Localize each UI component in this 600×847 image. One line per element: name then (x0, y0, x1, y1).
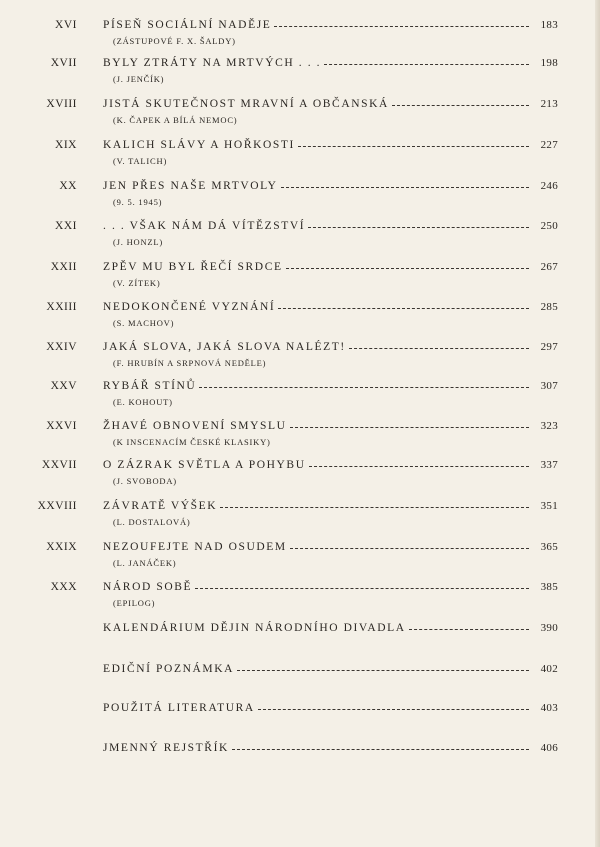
page-number: 267 (540, 261, 558, 273)
page-number: 390 (540, 622, 558, 634)
entry-title-line (103, 56, 558, 70)
chapter-number: XXVI (46, 420, 77, 432)
dash-leader (324, 64, 528, 65)
dash-leader (309, 466, 529, 467)
chapter-title: NEZOUFEJTE NAD OSUDEM (103, 541, 287, 553)
chapter-number: XXII (50, 261, 77, 273)
chapter-number: XXIII (46, 301, 77, 313)
chapter-number: XVII (50, 57, 77, 69)
toc-entry (0, 219, 600, 255)
page-number: 297 (540, 341, 558, 353)
page-number: 365 (540, 541, 558, 553)
toc-entry (0, 379, 600, 415)
toc-entry (0, 18, 600, 54)
page-number: 213 (540, 98, 558, 110)
chapter-number: XVIII (46, 98, 77, 110)
page-number: 198 (540, 57, 558, 69)
dash-leader (290, 548, 529, 549)
entry-title-line (103, 179, 558, 193)
dash-leader (409, 629, 529, 630)
dash-leader (278, 308, 528, 309)
page-number: 227 (540, 139, 558, 151)
toc-entry (0, 662, 600, 698)
chapter-title: RYBÁŘ STÍNŮ (103, 380, 197, 392)
entry-title-line (103, 499, 558, 513)
entry-title-line (103, 260, 558, 274)
chapter-title: O ZÁZRAK SVĚTLA A POHYBU (103, 459, 306, 471)
dash-leader (349, 348, 529, 349)
page-number: 323 (540, 420, 558, 432)
entry-title-line (103, 662, 558, 676)
dash-leader (290, 427, 529, 428)
toc-entry (0, 580, 600, 616)
chapter-title: PÍSEŇ SOCIÁLNÍ NADĚJE (103, 19, 272, 31)
entry-title-line (103, 621, 558, 635)
page-number: 351 (540, 500, 558, 512)
entry-title-line (103, 701, 558, 715)
entry-title-line (103, 741, 558, 755)
dash-leader (258, 709, 529, 710)
toc-entry (0, 540, 600, 576)
chapter-title: POUŽITÁ LITERATURA (103, 702, 255, 714)
entry-title-line (103, 97, 558, 111)
chapter-title: ZÁVRATĚ VÝŠEK (103, 500, 218, 512)
chapter-subtitle: (E. KOHOUT) (113, 397, 173, 407)
chapter-title: JAKÁ SLOVA, JAKÁ SLOVA NALÉZT! (103, 341, 346, 353)
chapter-subtitle: (J. SVOBODA) (113, 476, 177, 486)
dash-leader (392, 105, 529, 106)
entry-title-line (103, 580, 558, 594)
chapter-subtitle: (S. MACHOV) (113, 318, 175, 328)
toc-entry (0, 300, 600, 336)
toc-entry (0, 701, 600, 737)
chapter-title: BYLY ZTRÁTY NA MRTVÝCH . . . (103, 57, 322, 69)
chapter-subtitle: (L. JANÁČEK) (113, 558, 177, 568)
toc-entry (0, 97, 600, 133)
toc-entry (0, 138, 600, 174)
toc-entry (0, 179, 600, 215)
chapter-title: KALICH SLÁVY A HOŘKOSTI (103, 139, 295, 151)
chapter-number: XXI (55, 220, 77, 232)
toc-entry (0, 499, 600, 535)
page-number: 403 (540, 702, 558, 714)
dash-leader (199, 387, 528, 388)
chapter-number: XX (59, 180, 77, 192)
toc-entry (0, 340, 600, 376)
chapter-number: XXVIII (37, 500, 77, 512)
dash-leader (232, 749, 529, 750)
chapter-number: XXVII (41, 459, 77, 471)
page-number: 307 (540, 380, 558, 392)
toc-entry (0, 260, 600, 296)
dash-leader (274, 26, 528, 27)
toc-entry (0, 419, 600, 455)
chapter-number: XXV (50, 380, 77, 392)
dash-leader (298, 146, 529, 147)
chapter-title: NÁROD SOBĚ (103, 581, 193, 593)
chapter-title: ŽHAVÉ OBNOVENÍ SMYSLU (103, 420, 287, 432)
toc-entry (0, 56, 600, 92)
entry-title-line (103, 379, 558, 393)
page-number: 406 (540, 742, 558, 754)
chapter-subtitle: (V. TALICH) (113, 156, 168, 166)
dash-leader (308, 227, 528, 228)
toc-entry (0, 621, 600, 657)
chapter-title: JMENNÝ REJSTŘÍK (103, 742, 229, 754)
dash-leader (220, 507, 528, 508)
chapter-subtitle: (K INSCENACÍM ČESKÉ KLASIKY) (113, 437, 271, 447)
chapter-title: JEN PŘES NAŠE MRTVOLY (103, 180, 278, 192)
page-number: 285 (540, 301, 558, 313)
chapter-title: KALENDÁRIUM DĚJIN NÁRODNÍHO DIVADLA (103, 622, 406, 634)
dash-leader (286, 268, 529, 269)
page-number: 337 (540, 459, 558, 471)
chapter-subtitle: (EPILOG) (113, 598, 156, 608)
chapter-subtitle: (L. DOSTALOVÁ) (113, 517, 191, 527)
entry-title-line (103, 300, 558, 314)
chapter-subtitle: (J. HONZL) (113, 237, 164, 247)
entry-title-line (103, 219, 558, 233)
chapter-subtitle: (V. ZÍTEK) (113, 278, 161, 288)
toc-entry (0, 741, 600, 777)
toc-entry (0, 458, 600, 494)
entry-title-line (103, 458, 558, 472)
page-number: 183 (540, 19, 558, 31)
page-number: 246 (540, 180, 558, 192)
dash-leader (237, 670, 529, 671)
chapter-title: JISTÁ SKUTEČNOST MRAVNÍ A OBČANSKÁ (103, 98, 389, 110)
chapter-title: . . . VŠAK NÁM DÁ VÍTĚZSTVÍ (103, 220, 306, 232)
dash-leader (195, 588, 528, 589)
chapter-number: XXIX (46, 541, 77, 553)
entry-title-line (103, 419, 558, 433)
page-number: 385 (540, 581, 558, 593)
chapter-title: ZPĚV MU BYL ŘEČÍ SRDCE (103, 261, 283, 273)
chapter-number: XXIV (46, 341, 77, 353)
chapter-title: EDIČNÍ POZNÁMKA (103, 663, 235, 675)
entry-title-line (103, 138, 558, 152)
entry-title-line (103, 540, 558, 554)
chapter-subtitle: (ZÁSTUPOVÉ F. X. ŠALDY) (113, 36, 236, 46)
chapter-subtitle: (K. ČAPEK A BÍLÁ NEMOC) (113, 115, 238, 125)
page-number: 250 (540, 220, 558, 232)
chapter-subtitle: (F. HRUBÍN A SRPNOVÁ NEDĚLE) (113, 358, 267, 368)
chapter-subtitle: (9. 5. 1945) (113, 197, 163, 207)
chapter-number: XXX (50, 581, 77, 593)
page-edge (595, 0, 600, 847)
chapter-number: XVI (55, 19, 77, 31)
page-number: 402 (540, 663, 558, 675)
entry-title-line (103, 340, 558, 354)
chapter-number: XIX (55, 139, 77, 151)
chapter-title: NEDOKONČENÉ VYZNÁNÍ (103, 301, 276, 313)
dash-leader (281, 187, 529, 188)
entry-title-line (103, 18, 558, 32)
chapter-subtitle: (J. JENČÍK) (113, 74, 165, 84)
